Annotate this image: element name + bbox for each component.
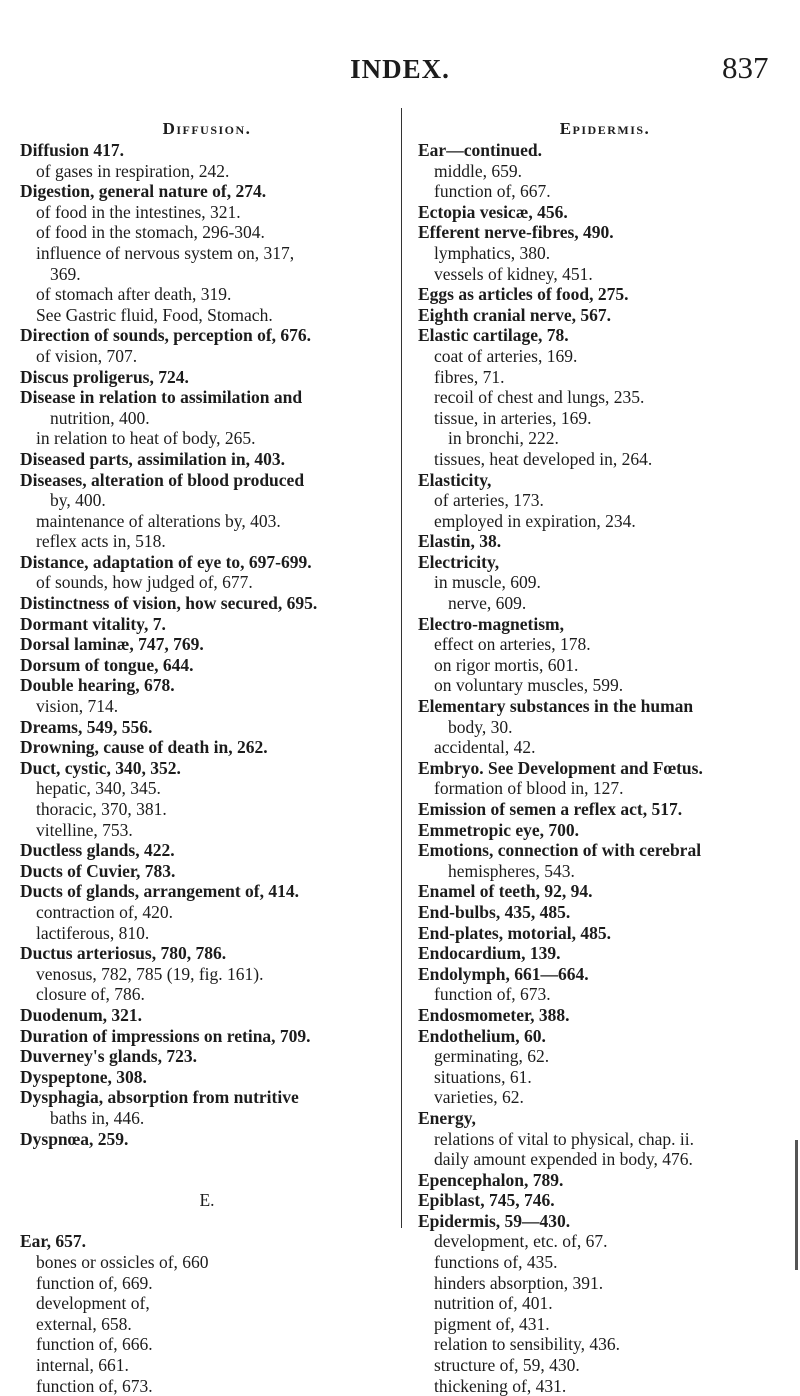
index-entry: Duverney's glands, 723. [20, 1046, 197, 1067]
index-subentry: 369. [50, 263, 81, 284]
index-subentry: on rigor mortis, 601. [434, 654, 579, 675]
right-index-entries [418, 140, 792, 1396]
index-subentry: nutrition, 400. [50, 407, 150, 428]
left-column-heading: Diffusion. [162, 119, 252, 138]
index-entry: Diffusion 417. [20, 140, 125, 160]
index-entry: Duration of impressions on retina, 709. [20, 1025, 311, 1046]
index-subentry: in bronchi, 222. [448, 428, 559, 449]
index-subentry: daily amount expended in body, 476. [434, 1149, 693, 1170]
index-subentry: external, 658. [36, 1313, 132, 1334]
index-subentry: function of, 669. [36, 1272, 153, 1293]
running-header-title: INDEX. [350, 54, 450, 84]
column-divider [401, 108, 402, 1228]
index-subentry: of vision, 707. [36, 345, 138, 366]
index-subentry: of food in the intestines, 321. [36, 201, 241, 222]
index-entry: Direction of sounds, perception of, 676. [20, 325, 312, 346]
index-entry: Emotions, connection of with cerebral [418, 840, 702, 861]
index-entry: Ectopia vesicæ, 456. [418, 201, 568, 222]
index-subentry: function of, 666. [36, 1334, 153, 1355]
index-entry: Dormant vitality, 7. [20, 613, 166, 634]
index-subentry: reflex acts in, 518. [36, 531, 166, 552]
right-column-heading: Epidermis. [559, 119, 651, 138]
index-entry: Ducts of glands, arrangement of, 414. [20, 881, 300, 902]
index-entry: Drowning, cause of death in, 262. [20, 737, 268, 758]
index-entry: Ducts of Cuvier, 783. [20, 860, 176, 881]
index-entry: Dyspnœa, 259. [20, 1128, 129, 1149]
right-column [418, 118, 792, 1396]
index-subentry: body, 30. [448, 716, 513, 737]
index-subentry: function of, 673. [434, 984, 551, 1005]
index-subentry: employed in expiration, 234. [434, 510, 636, 531]
index-entry: Efferent nerve-fibres, 490. [418, 222, 614, 243]
index-subentry: development of, [36, 1293, 150, 1314]
index-subentry: function of, 673. [36, 1375, 153, 1396]
index-entry: Dysphagia, absorption from nutritive [20, 1087, 299, 1108]
index-subentry: of food in the stomach, 296-304. [36, 222, 265, 243]
index-subentry: baths in, 446. [50, 1107, 145, 1128]
index-entry: Energy, [418, 1107, 476, 1128]
index-subentry: accidental, 42. [434, 737, 536, 758]
index-subentry: relations of vital to physical, chap. ii. [434, 1128, 695, 1149]
index-subentry: on voluntary muscles, 599. [434, 675, 624, 696]
index-subentry: varieties, 62. [434, 1087, 524, 1108]
index-entry: Ear—continued. [418, 140, 542, 160]
index-subentry: of sounds, how judged of, 677. [36, 572, 253, 593]
index-subentry: of gases in respiration, 242. [36, 160, 230, 181]
index-subentry: tissues, heat developed in, 264. [434, 448, 653, 469]
index-subentry: coat of arteries, 169. [434, 345, 578, 366]
index-entry: Ductless glands, 422. [20, 840, 175, 861]
index-entry: Elastic cartilage, 78. [418, 325, 569, 346]
index-subentry: germinating, 62. [434, 1046, 550, 1067]
index-entry: Duct, cystic, 340, 352. [20, 757, 181, 778]
spacer [20, 1211, 394, 1232]
page-number: 837 [722, 50, 769, 85]
index-subentry: lactiferous, 810. [36, 922, 150, 943]
index-entry: End-plates, motorial, 485. [418, 922, 611, 943]
index-entry: Elementary substances in the human [418, 696, 694, 717]
index-subentry: in relation to heat of body, 265. [36, 428, 256, 449]
index-entry: Elasticity, [418, 469, 492, 490]
index-entry: Dreams, 549, 556. [20, 716, 153, 737]
index-entry: Endothelium, 60. [418, 1025, 546, 1046]
index-subentry: bones or ossicles of, 660 [36, 1252, 209, 1273]
index-entry: Endolymph, 661—664. [418, 963, 589, 984]
section-letter: E. [199, 1190, 215, 1211]
index-subentry: lymphatics, 380. [434, 242, 551, 263]
index-subentry: function of, 667. [434, 181, 551, 202]
index-subentry: contraction of, 420. [36, 901, 174, 922]
index-subentry: nerve, 609. [448, 593, 527, 614]
index-entry: Ductus arteriosus, 780, 786. [20, 943, 227, 964]
index-entry: Electricity, [418, 551, 500, 572]
index-entry: Diseased parts, assimilation in, 403. [20, 448, 285, 469]
index-entry: Diseases, alteration of blood produced [20, 469, 305, 490]
index-subentry: venosus, 782, 785 (19, fig. 161). [36, 963, 264, 984]
index-subentry: structure of, 59, 430. [434, 1355, 580, 1376]
index-subentry: thoracic, 370, 381. [36, 799, 167, 819]
index-subentry: middle, 659. [434, 160, 522, 181]
index-entry: Eighth cranial nerve, 567. [418, 304, 611, 325]
index-subentry: of arteries, 173. [434, 490, 544, 511]
index-subentry: pigment of, 431. [434, 1313, 550, 1334]
left-column [20, 118, 394, 1396]
index-entry: Endosmometer, 388. [418, 1004, 570, 1025]
index-subentry: tissue, in arteries, 169. [434, 407, 592, 428]
index-entry: Epencephalon, 789. [418, 1169, 564, 1190]
index-entry: Epiblast, 745, 746. [418, 1190, 555, 1211]
index-entry: Electro-magnetism, [418, 613, 564, 634]
index-subentry: of stomach after death, 319. [36, 284, 232, 305]
index-entry: Emmetropic eye, 700. [418, 819, 580, 840]
index-subentry: development, etc. of, 67. [434, 1231, 608, 1252]
index-subentry: by, 400. [50, 490, 106, 511]
scan-edge-mark [795, 1140, 798, 1270]
index-entry: Double hearing, 678. [20, 675, 175, 696]
index-entry: Dorsum of tongue, 644. [20, 654, 194, 675]
index-entry: Digestion, general nature of, 274. [20, 181, 267, 202]
left-index-entries [20, 140, 394, 1396]
index-subentry: See Gastric fluid, Food, Stomach. [36, 304, 273, 325]
index-subentry: relation to sensibility, 436. [434, 1334, 620, 1355]
index-entry: Dorsal laminæ, 747, 769. [20, 634, 204, 655]
index-entry: End-bulbs, 435, 485. [418, 901, 571, 922]
index-subentry: situations, 61. [434, 1066, 532, 1087]
index-entry: Distinctness of vision, how secured, 695. [20, 593, 318, 614]
index-entry: Distance, adaptation of eye to, 697-699. [20, 551, 312, 572]
spacer [20, 1170, 394, 1191]
index-subentry: influence of nervous system on, 317, [36, 242, 295, 263]
spacer [20, 1149, 394, 1170]
index-entry: Discus proligerus, 724. [20, 366, 189, 387]
index-subentry: fibres, 71. [434, 366, 505, 387]
index-entry: Eggs as articles of food, 275. [418, 284, 629, 305]
index-subentry: hinders absorption, 391. [434, 1272, 604, 1293]
index-entry: Ear, 657. [20, 1231, 86, 1252]
index-subentry: vessels of kidney, 451. [434, 263, 593, 284]
index-subentry: hemispheres, 543. [448, 860, 575, 881]
index-entry: Dyspeptone, 308. [20, 1066, 147, 1087]
index-subentry: in muscle, 609. [434, 572, 541, 593]
index-subentry: hepatic, 340, 345. [36, 778, 161, 799]
index-entry: Elastin, 38. [418, 531, 502, 552]
index-subentry: effect on arteries, 178. [434, 634, 591, 655]
index-entry: Embryo. See Development and Fœtus. [418, 757, 703, 778]
index-entry: Epidermis, 59—430. [418, 1210, 571, 1231]
index-subentry: internal, 661. [36, 1355, 129, 1376]
index-entry: Disease in relation to assimilation and [20, 387, 303, 408]
index-entry: Emission of semen a reflex act, 517. [418, 799, 683, 819]
index-subentry: maintenance of alterations by, 403. [36, 510, 281, 531]
index-subentry: recoil of chest and lungs, 235. [434, 387, 645, 408]
index-subentry: nutrition of, 401. [434, 1293, 553, 1314]
index-subentry: vision, 714. [36, 696, 119, 717]
index-entry: Duodenum, 321. [20, 1004, 143, 1025]
index-subentry: vitelline, 753. [36, 819, 133, 840]
index-subentry: thickening of, 431. [434, 1375, 567, 1396]
index-entry: Endocardium, 139. [418, 943, 561, 964]
index-subentry: functions of, 435. [434, 1252, 558, 1273]
index-entry: Enamel of teeth, 92, 94. [418, 881, 593, 902]
index-subentry: formation of blood in, 127. [434, 778, 624, 799]
index-subentry: closure of, 786. [36, 984, 145, 1005]
